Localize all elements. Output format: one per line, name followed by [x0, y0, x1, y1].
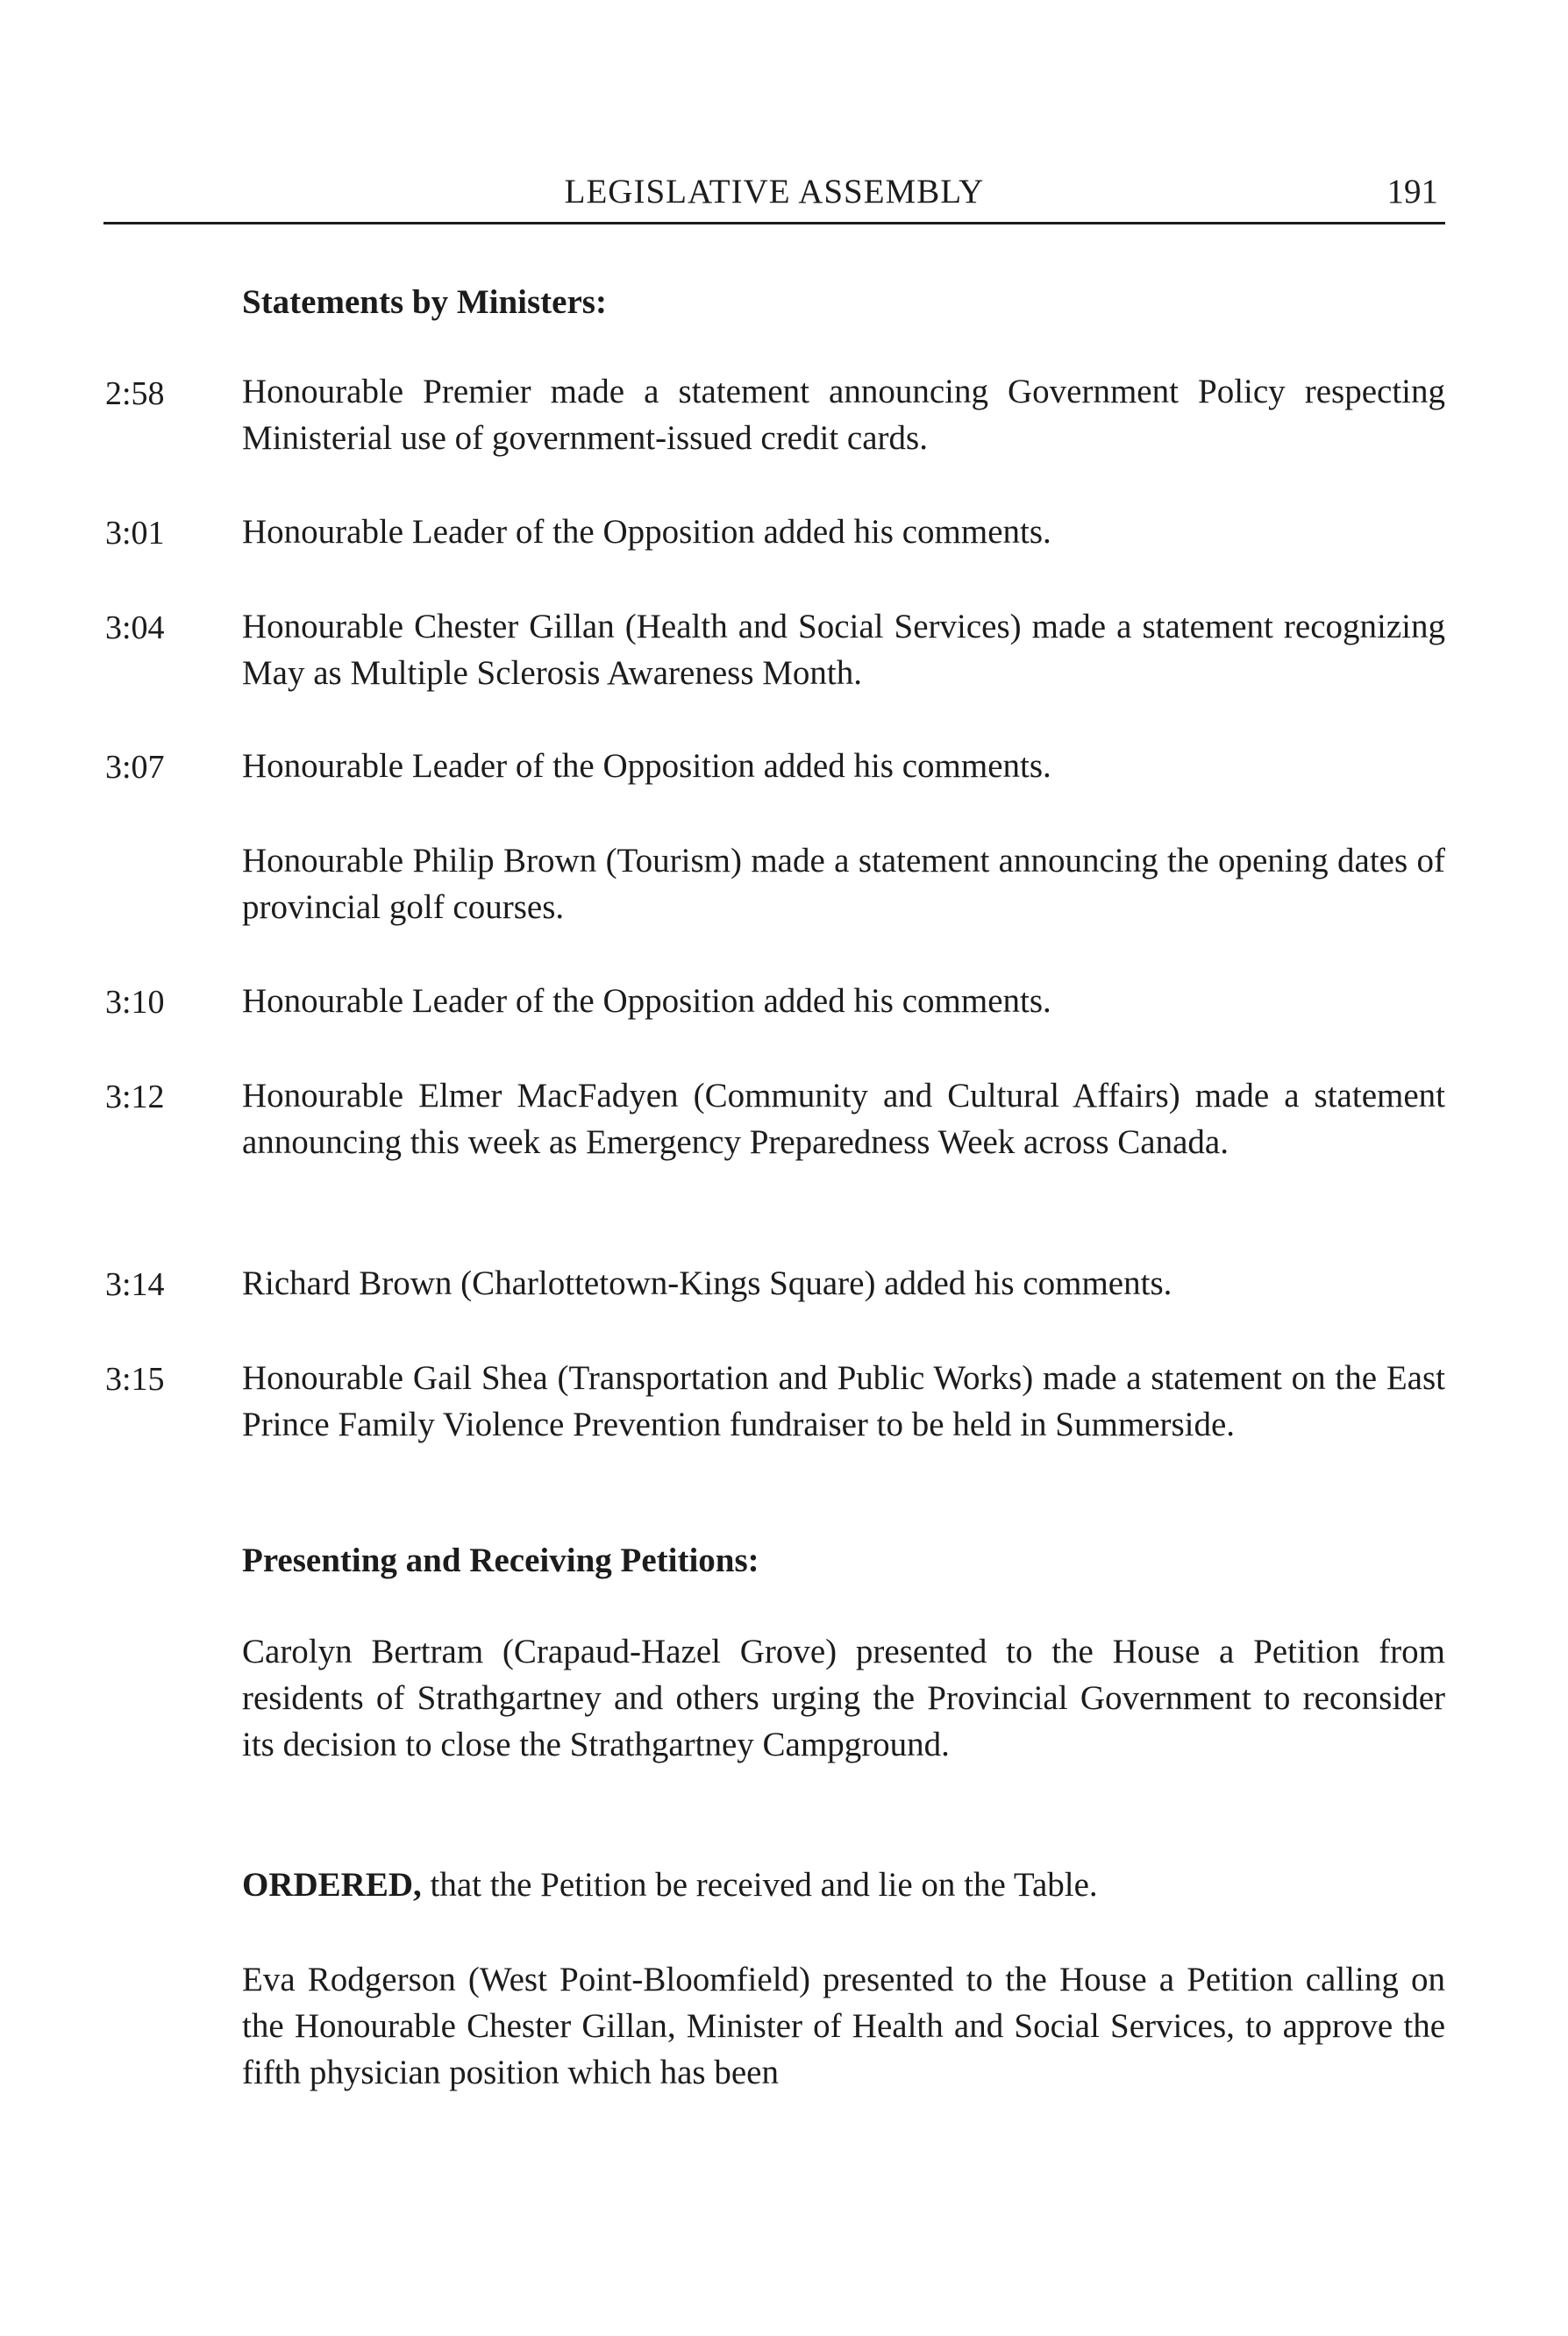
- ordered-label: ORDERED,: [242, 1866, 422, 1904]
- section-heading-petitions: Presenting and Receiving Petitions:: [242, 1542, 759, 1579]
- entry-text: Honourable Leader of the Opposition added his comments.: [242, 513, 1051, 551]
- entry-time: 3:10: [105, 984, 165, 1021]
- section-heading-ministers: Statements by Ministers:: [242, 283, 607, 321]
- entry-text: Honourable Premier made a statement announcing Government Policy respecting Ministerial use of government-issued credit cards.: [242, 373, 1445, 457]
- ordered-text: that the Petition be received and lie on the Table.: [421, 1866, 1098, 1904]
- entry-time: 3:07: [105, 749, 165, 786]
- entry-time: 3:01: [105, 515, 165, 552]
- entry-text: Honourable Leader of the Opposition added his comments.: [242, 747, 1051, 785]
- entry-time: 3:12: [105, 1079, 165, 1115]
- header-rule: [103, 222, 1445, 224]
- ordered-paragraph: [242, 1862, 1445, 1908]
- entry-time: 3:15: [105, 1361, 165, 1398]
- entry-time: 3:04: [105, 609, 165, 646]
- entry-text: Honourable Chester Gillan (Health and Social Services) made a statement recognizing May as Multiple Sclerosis Awareness Month.: [242, 608, 1445, 692]
- entry-time: 2:58: [105, 375, 165, 412]
- entry-text: Honourable Leader of the Opposition added his comments.: [242, 982, 1051, 1020]
- entry-text: Honourable Elmer MacFadyen (Community and Cultural Affairs) made a statement announcing this week as Emergency Preparedness Week across Canada.: [242, 1077, 1445, 1161]
- petition-paragraph: Carolyn Bertram (Crapaud-Hazel Grove) presented to the House a Petition from residents of Strathgartney and others urging the Provincial Government to reconsider its decision to close the Strathgartney Campground.: [242, 1633, 1445, 1763]
- page-number: 191: [1386, 173, 1438, 210]
- header-title: LEGISLATIVE ASSEMBLY: [564, 173, 985, 210]
- entry-time: 3:14: [105, 1266, 165, 1303]
- running-header: [103, 172, 1445, 224]
- entry-text: Richard Brown (Charlottetown-Kings Square) added his comments.: [242, 1264, 1172, 1302]
- petition-paragraph: Eva Rodgerson (West Point-Bloomfield) presented to the House a Petition calling on the Honourable Chester Gillan, Minister of Health and Social Services, to approve the fifth physician position which has been: [242, 1961, 1445, 2091]
- entry-text: Honourable Philip Brown (Tourism) made a statement announcing the opening dates of provincial golf courses.: [242, 842, 1445, 926]
- entry-text: Honourable Gail Shea (Transportation and Public Works) made a statement on the East Prince Family Violence Prevention fundraiser to be held in Summerside.: [242, 1359, 1445, 1443]
